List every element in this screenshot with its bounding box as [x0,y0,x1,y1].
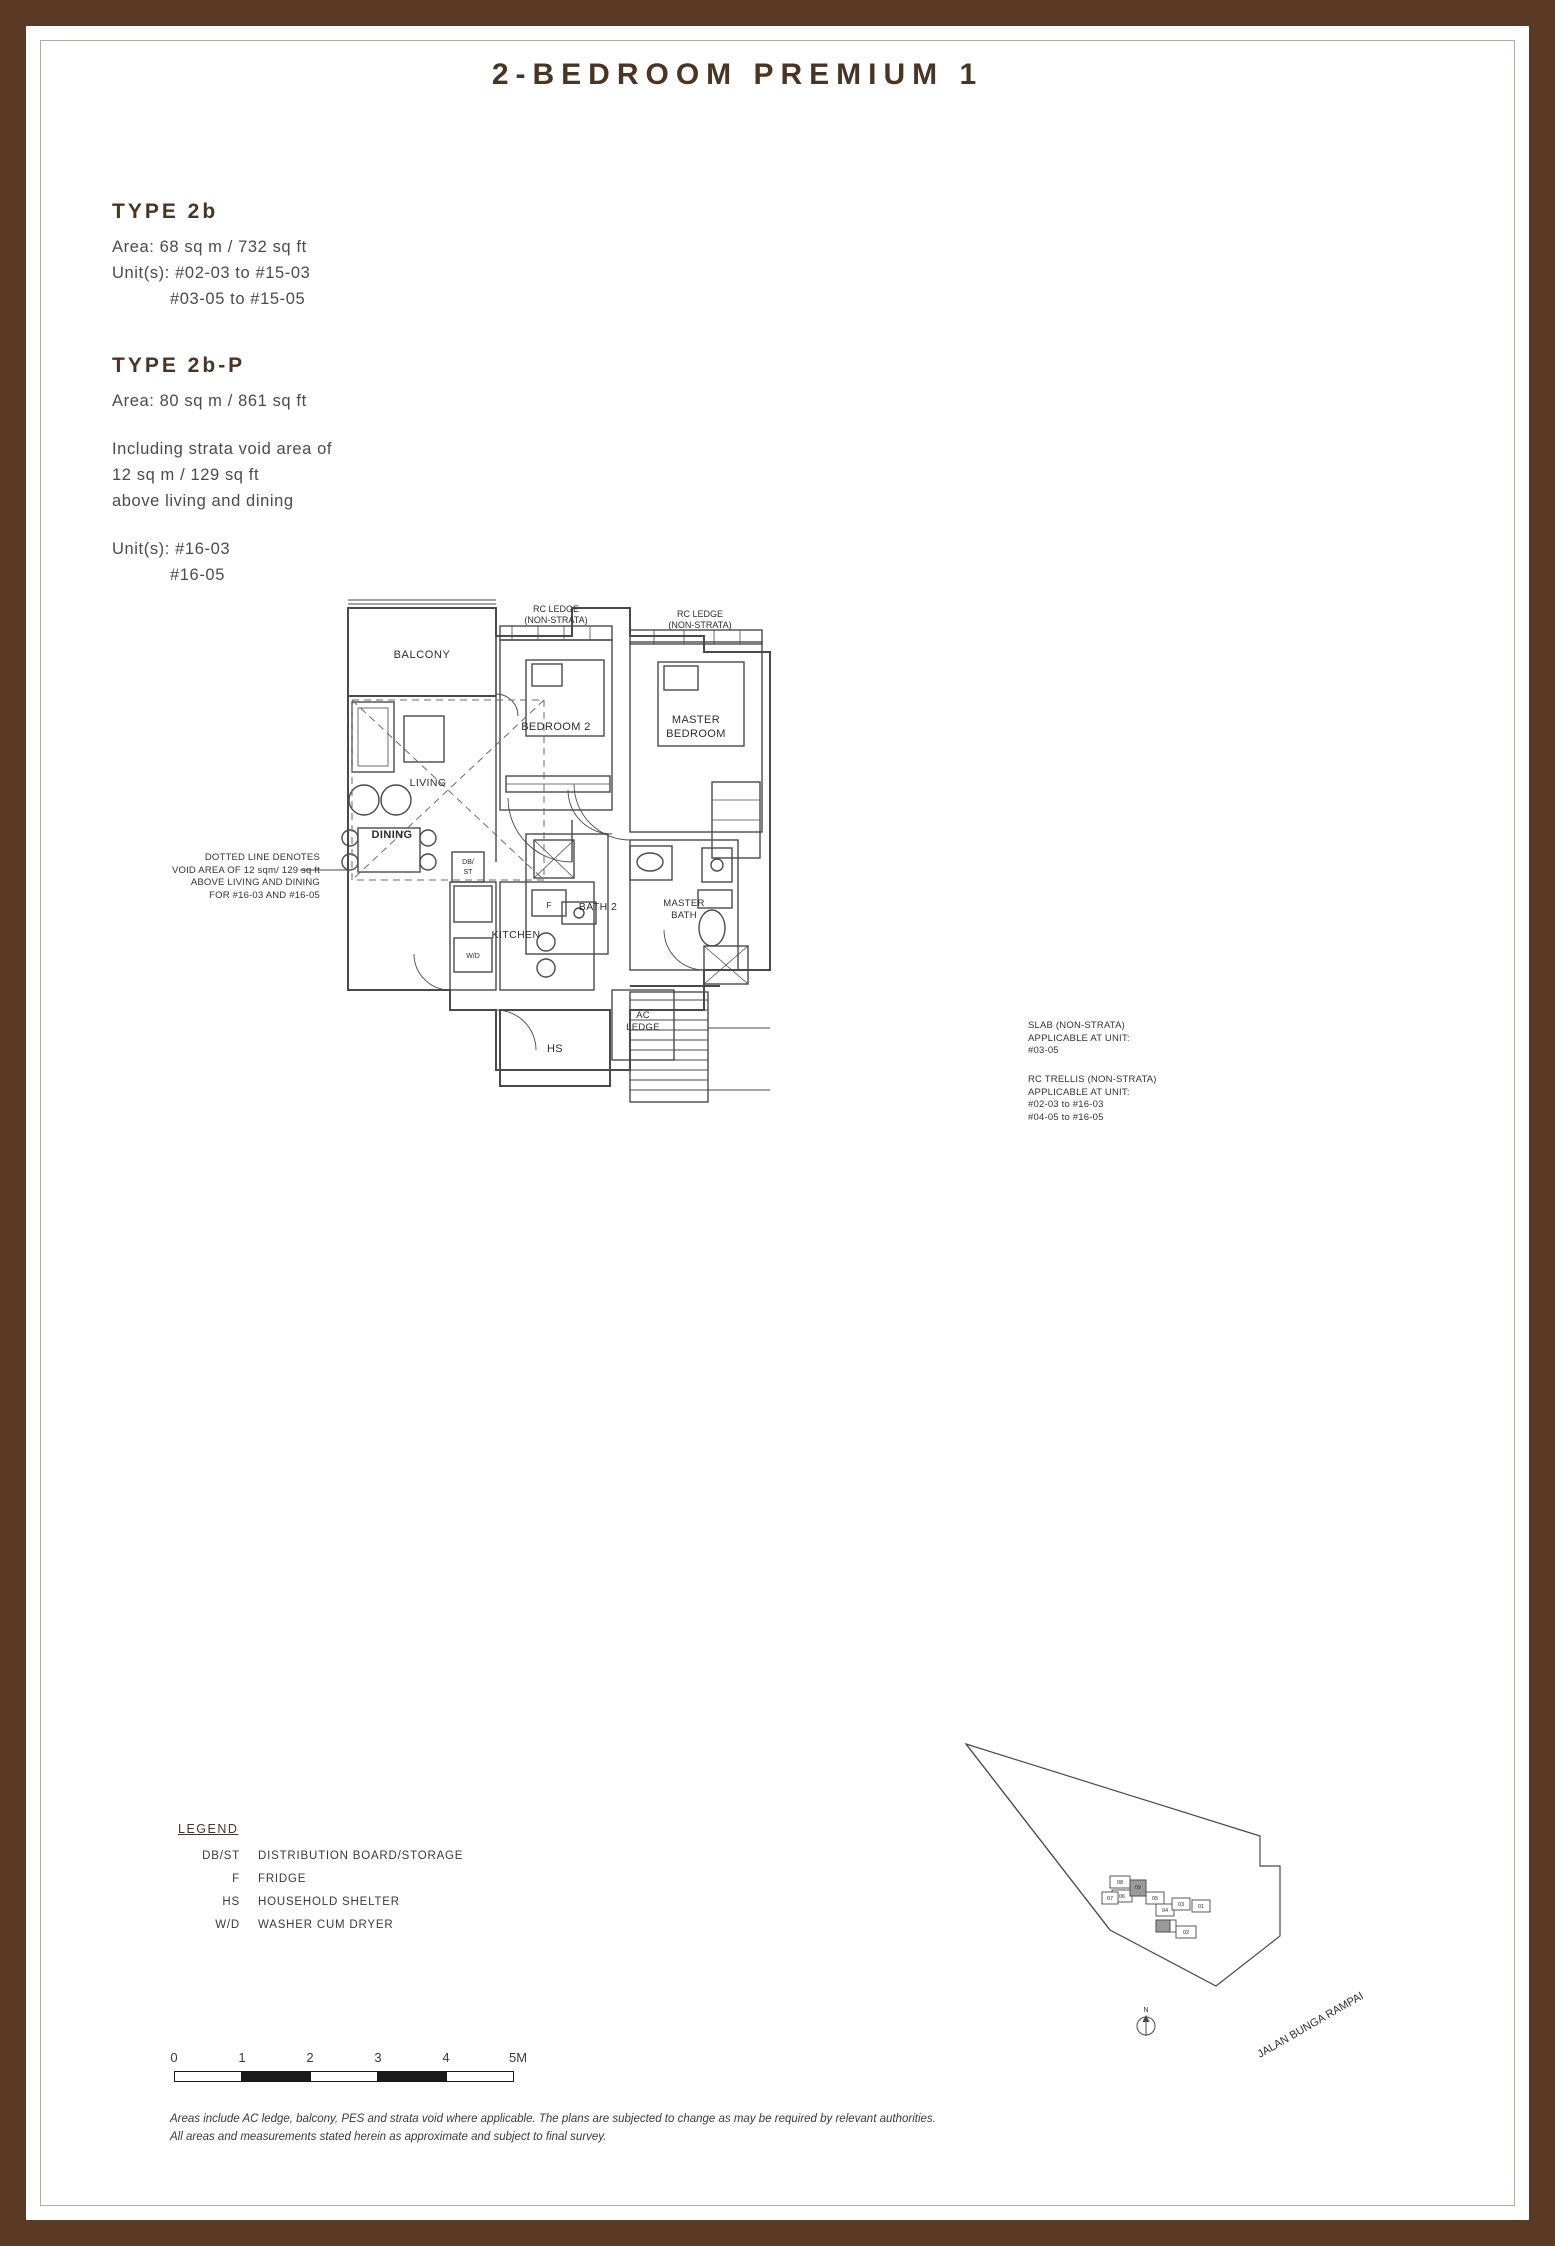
page-title: 2-BEDROOM PREMIUM 1 [491,58,984,91]
scale-tick-5: 5M [508,2050,528,2065]
room-label-fridge: F [546,901,552,910]
room-label-hs: HS [546,1043,564,1055]
legend [178,1822,598,1942]
keyplan-block-01: 01 [1197,1904,1205,1910]
keyplan-street-label: JALAN BUNGA RAMPAI [1255,1990,1366,2061]
scale-tick-1: 1 [238,2050,246,2065]
type-2bp-heading: TYPE 2b-P [112,354,246,377]
keyplan-block-06: 06 [1118,1894,1126,1900]
legend-item [178,1919,598,1931]
room-label-db-st-2: ST [463,869,473,876]
callout-trellis-line3: #02-03 to #16-03 [1028,1099,1104,1110]
callout-void-line4: FOR #16-03 AND #16-05 [209,889,320,901]
keyplan-block-04: 04 [1161,1908,1169,1914]
legend-abbr: DB/ST [202,1850,240,1862]
key-plan [960,1740,1430,2070]
type-2bp-area: Area: 80 sq m / 861 sq ft [112,392,307,410]
legend-desc: WASHER CUM DRYER [258,1919,394,1931]
type-2b-block [112,200,672,312]
callout-trellis-line4: #04-05 to #16-05 [1028,1111,1104,1123]
keyplan-block-07: 07 [1106,1896,1114,1902]
callout-slab-line3: #03-05 [1028,1045,1059,1056]
room-label-bath2: BATH 2 [578,901,618,913]
keyplan-block-03: 03 [1177,1902,1185,1908]
annotation-rc-ledge-left-2: (NON-STRATA) [524,615,588,625]
spacer-2 [112,414,672,436]
room-label-ac-ledge-2: LEDGE [626,1022,660,1033]
legend-item [178,1850,598,1862]
type-2bp-note-1: Including strata void area of [112,440,333,458]
callout-trellis-line2: APPLICABLE AT UNIT: [1028,1086,1130,1098]
type-2bp-units-extra: #16-05 [170,566,225,584]
callout-void-line2: VOID AREA OF 12 sqm/ 129 sq ft [171,864,320,876]
footnote-line-1: Areas include AC ledge, balcony, PES and strata void where applicable. The plans are subjected to change as may be required by relevant authorities. [170,2113,936,2125]
spacer-3 [112,514,672,536]
room-label-master-bath-2: BATH [671,910,697,921]
scale-tick-3: 3 [374,2050,382,2065]
type-2bp-units: Unit(s): #16-03 [112,540,231,558]
annotation-rc-ledge-left-1: RC LEDGE [532,604,580,614]
room-label-master-bath-1: MASTER [663,898,705,909]
room-label-washer: W/D [466,953,480,960]
type-2b-heading: TYPE 2b [112,200,219,223]
room-label-db-st-1: DB/ [462,859,474,866]
keyplan-block-05: 05 [1151,1896,1159,1902]
legend-title: LEGEND [178,1822,239,1836]
scale-seg-5 [446,2071,514,2082]
type-2bp-note-3: above living and dining [112,492,294,510]
room-label-bedroom2: BEDROOM 2 [521,721,591,733]
legend-desc: FRIDGE [258,1873,307,1885]
annotation-rc-ledge-right-1: RC LEDGE [676,609,724,619]
type-2bp-block [112,354,672,588]
room-label-dining: DINING [371,829,413,841]
type-2b-area: Area: 68 sq m / 732 sq ft [112,238,307,256]
scale-seg-4 [378,2071,446,2082]
callout-slab-line2: APPLICABLE AT UNIT: [1028,1032,1130,1044]
callout-void-line3: ABOVE LIVING AND DINING [190,877,320,888]
scale-tick-labels [170,2050,570,2066]
scale-seg-1 [174,2071,242,2082]
legend-abbr: W/D [215,1919,240,1931]
legend-desc: HOUSEHOLD SHELTER [258,1896,400,1908]
room-label-living: LIVING [409,777,447,789]
scale-tick-2: 2 [306,2050,314,2065]
legend-abbr: HS [222,1896,240,1908]
room-label-master-bedroom-1: MASTER [671,714,721,726]
legend-item [178,1873,598,1885]
room-label-balcony: BALCONY [393,649,451,661]
scale-tick-4: 4 [442,2050,450,2065]
callout-slab-line1: SLAB (NON-STRATA) [1028,1020,1125,1031]
unit-spec-panel [112,200,672,594]
legend-abbr: F [232,1873,240,1885]
scale-seg-2 [242,2071,310,2082]
type-2b-units: Unit(s): #02-03 to #15-03 [112,264,311,282]
keyplan-block-08: 08 [1116,1880,1124,1886]
callout-void-area [160,852,320,902]
scale-bar-graphic [170,2071,570,2082]
type-2b-units-extra: #03-05 to #15-05 [170,290,306,308]
keyplan-block-09: 09 [1134,1885,1142,1891]
floor-plan [300,590,1060,1150]
legend-desc: DISTRIBUTION BOARD/STORAGE [258,1850,464,1862]
callout-trellis [1028,1074,1248,1124]
callout-slab [1028,1020,1228,1058]
callout-void-line1: DOTTED LINE DENOTES [204,852,320,863]
north-label: N [1143,2007,1149,2014]
room-label-master-bedroom-2: BEDROOM [666,728,726,740]
scale-seg-3 [310,2071,378,2082]
callout-trellis-line1: RC TRELLIS (NON-STRATA) [1028,1074,1157,1085]
scale-tick-0: 0 [170,2050,178,2065]
keyplan-block-02: 02 [1182,1930,1190,1936]
room-label-ac-ledge-1: AC [636,1010,650,1021]
footnote-line-2: All areas and measurements stated herein as approximate and subject to final survey. [170,2131,607,2143]
room-label-kitchen: KITCHEN [491,929,541,941]
annotation-rc-ledge-right-2: (NON-STRATA) [668,620,732,630]
spacer-1 [112,318,672,354]
legend-item [178,1896,598,1908]
scale-bar [170,2050,570,2082]
type-2bp-note-2: 12 sq m / 129 sq ft [112,466,260,484]
footnote [170,2110,1320,2146]
